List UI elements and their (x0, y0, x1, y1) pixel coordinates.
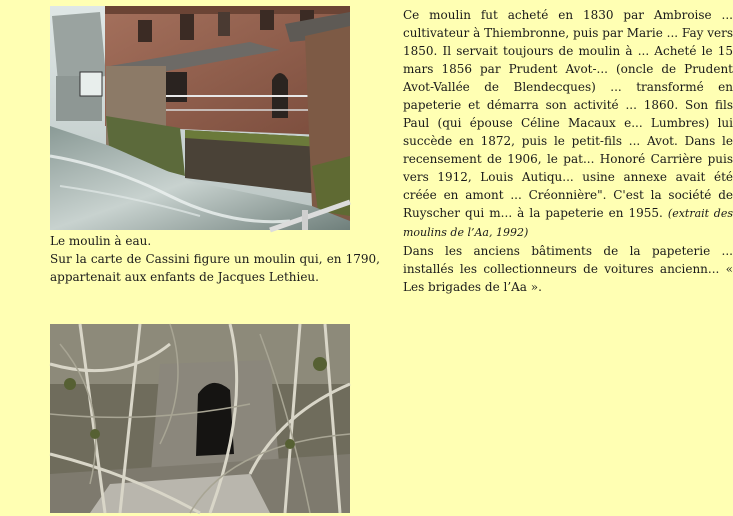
caption-title: Le moulin à eau. (50, 234, 152, 248)
mill-caption (50, 232, 380, 286)
source-citation: (extrait des moulins de l’Aa, 1992) (403, 207, 733, 239)
history-paragraph-1-text: Ce moulin fut acheté en 1830 par Ambroise ... cultivateur à Thiembronne, puis par Marie ... Fay vers 1850. Il servait toujours de moulin à ... Acheté le 15 mars 1856 par Prudent Avot-... (oncle de Prudent Avot-Vallée de Blendecques) ... transformé en papeterie et démarra son activité ... 1860. Son fils Paul (qui épouse Céline Macaux e... Lumbres) lui succède en 1872, puis le petit-fils ... Avot. Dans le recensement de 1906, le pat... Honoré Carrière puis vers 1912, Louis Autiqu... usine annexe avait été créée en amont ... Créonnière". C'est la société de Ruyscher qui m... à la papeterie en 1955. (403, 8, 733, 220)
history-paragraph-1 (403, 6, 733, 242)
ruins-photo (50, 324, 350, 513)
history-text (403, 6, 733, 296)
ruins-photo-image (50, 324, 350, 513)
caption-body: Sur la carte de Cassini figure un moulin qui, en 1790, appartenait aux enfants de Jacques Lethieu. (50, 252, 380, 284)
history-paragraph-2: Dans les anciens bâtiments de la papeterie ... installés les collectionneurs de voitures ancienn... « Les brigades de l’Aa ». (403, 244, 733, 294)
mill-photo-image (50, 6, 350, 230)
mill-photo (50, 6, 350, 230)
